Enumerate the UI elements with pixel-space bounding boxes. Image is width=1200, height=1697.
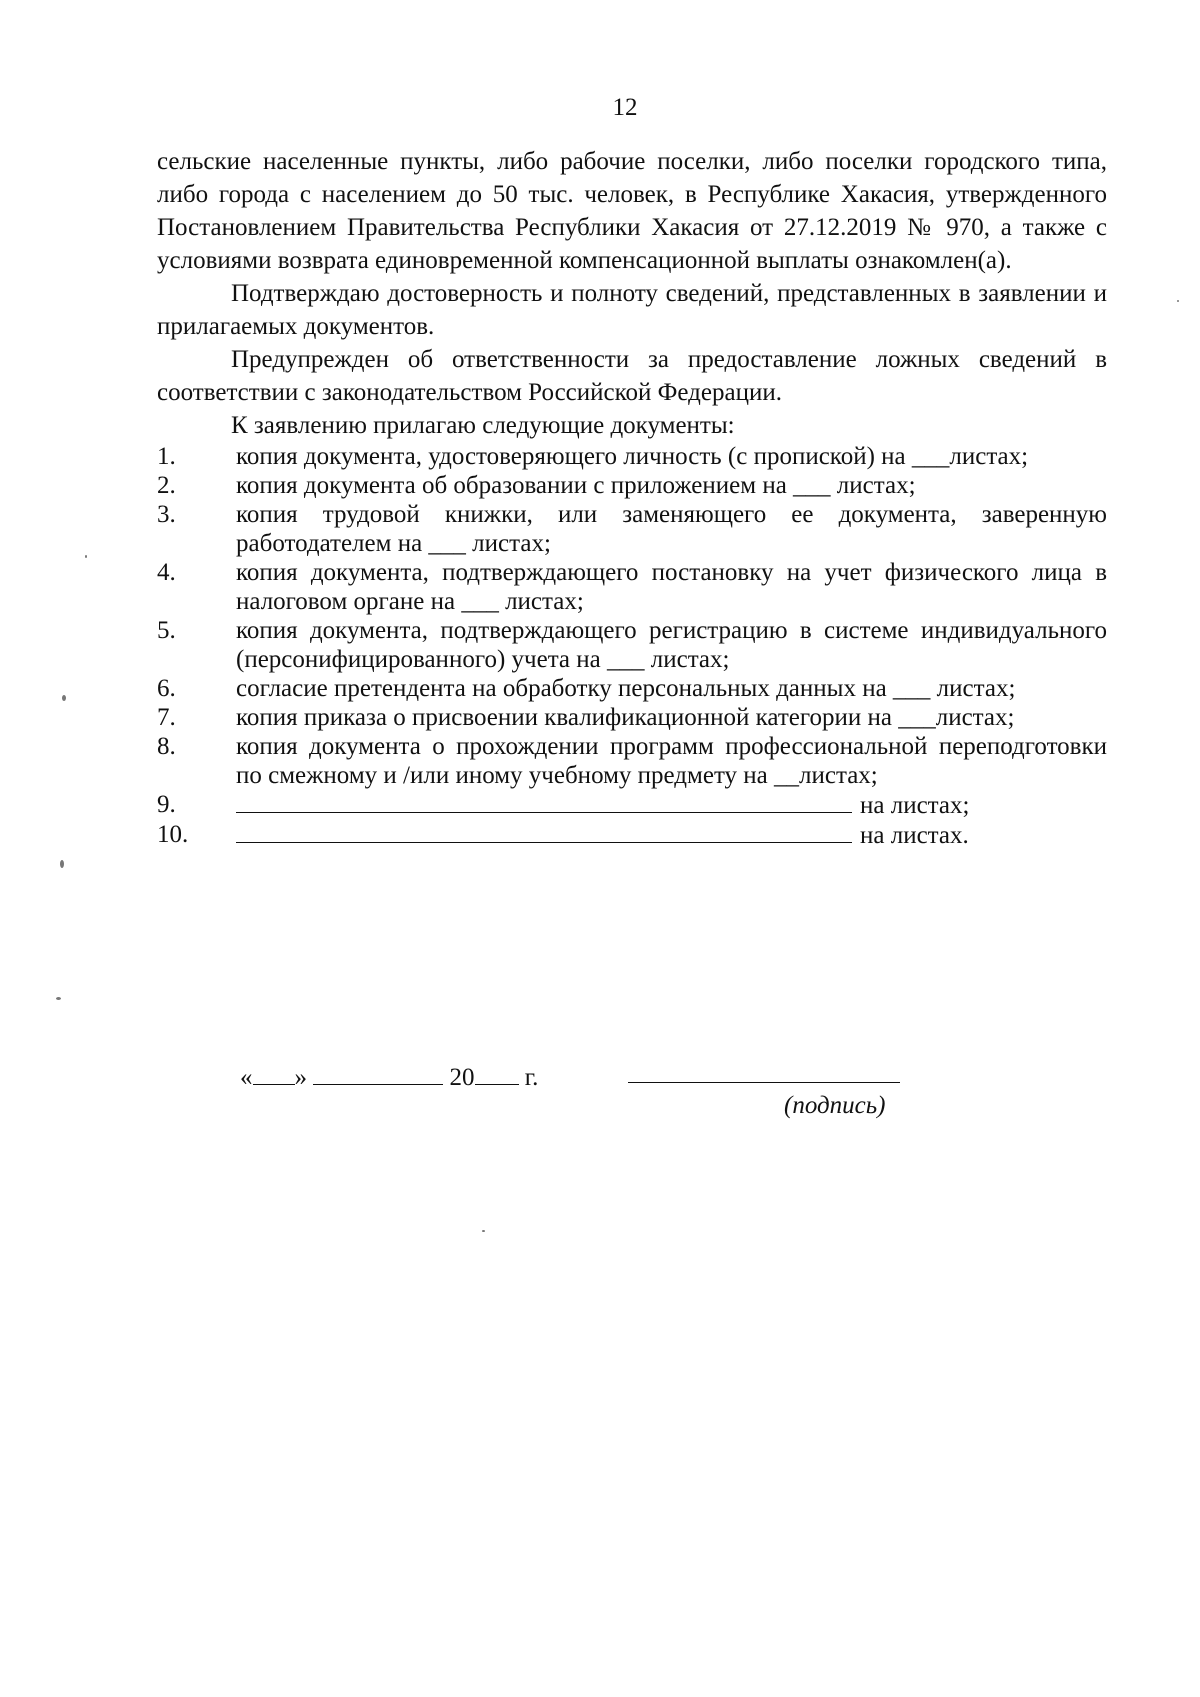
paragraph-conditions: сельские населенные пункты, либо рабочие поселки, либо поселки городского типа, либо города с населением до 50 тыс. человек, в Республике Хакасия, утвержденного Постановлением Правительства Республики Хакасия от 27.12.2019 № 970, а также с условиями возврата единовременной компенсационной выплаты ознакомлен(а).	[157, 148, 1107, 274]
list-item-text: копия документа, подтверждающего постановку на учет физического лица в налоговом органе на ___ листах;	[236, 559, 1107, 615]
page-number: 12	[612, 94, 638, 121]
list-item	[157, 442, 1107, 471]
list-item-number: 8.	[157, 733, 176, 760]
list-item-number: 10.	[157, 821, 189, 848]
list-item	[157, 674, 1107, 703]
list-item-text: копия документа об образовании с приложением на ___ листах;	[236, 472, 916, 499]
paragraph-warning: Предупрежден об ответственности за предоставление ложных сведений в соответствии с законодательством Российской Федерации.	[157, 346, 1107, 406]
paragraph-confirmation: Подтверждаю достоверность и полноту сведений, представленных в заявлении и прилагаемых документов.	[157, 280, 1107, 340]
list-item-suffix: на листах.	[860, 822, 969, 849]
scan-speck	[482, 1230, 485, 1232]
list-item-suffix: на листах;	[860, 792, 970, 819]
scan-speck	[62, 695, 66, 701]
scan-speck	[60, 860, 64, 868]
blank-fill-line[interactable]	[236, 820, 852, 843]
list-item-text: копия документа, удостоверяющего личность (с пропиской) на ___листах;	[236, 443, 1029, 470]
year-prefix: 20	[449, 1064, 475, 1091]
scan-speck	[56, 997, 61, 1000]
list-item	[157, 471, 1107, 500]
list-item-number: 1.	[157, 443, 176, 470]
scan-speck	[85, 555, 87, 558]
signature-line[interactable]	[628, 1082, 900, 1083]
list-item	[157, 616, 1107, 674]
list-item-number: 4.	[157, 559, 176, 586]
year-blank[interactable]	[475, 1062, 519, 1085]
list-item-blank	[157, 820, 1107, 850]
list-item-text: копия документа о прохождении программ профессиональной переподготовки по смежному и /или иному учебному предмету на __листах;	[236, 733, 1107, 789]
list-item-number: 5.	[157, 617, 176, 644]
list-item-text: согласие претендента на обработку персональных данных на ___ листах;	[236, 675, 1016, 702]
list-item-number: 2.	[157, 472, 176, 499]
list-item-number: 6.	[157, 675, 176, 702]
list-item-text: копия приказа о присвоении квалификационной категории на ___листах;	[236, 704, 1015, 731]
attachments-intro: К заявлению прилагаю следующие документы:	[231, 412, 735, 439]
quote-close: »	[294, 1064, 307, 1091]
list-item-text: копия трудовой книжки, или заменяющего ее документа, заверенную работодателем на ___ листах;	[236, 501, 1107, 557]
list-item	[157, 558, 1107, 616]
signature-caption: (подпись)	[784, 1092, 886, 1119]
attachments-list	[157, 442, 1107, 850]
list-item-text: копия документа, подтверждающего регистрацию в системе индивидуального (персонифицированного) учета на ___ листах;	[236, 617, 1107, 673]
list-item	[157, 703, 1107, 732]
list-item-number: 9.	[157, 791, 176, 818]
quote-open: «	[240, 1064, 253, 1091]
document-body	[157, 145, 1107, 850]
date-row	[240, 1062, 538, 1092]
list-item	[157, 732, 1107, 790]
month-blank[interactable]	[313, 1062, 443, 1085]
list-item	[157, 500, 1107, 558]
day-blank[interactable]	[253, 1062, 295, 1085]
scan-speck	[1177, 300, 1179, 302]
year-suffix: г.	[524, 1064, 539, 1091]
blank-fill-line[interactable]	[236, 790, 852, 813]
list-item-blank	[157, 790, 1107, 820]
list-item-number: 7.	[157, 704, 176, 731]
list-item-number: 3.	[157, 501, 176, 528]
